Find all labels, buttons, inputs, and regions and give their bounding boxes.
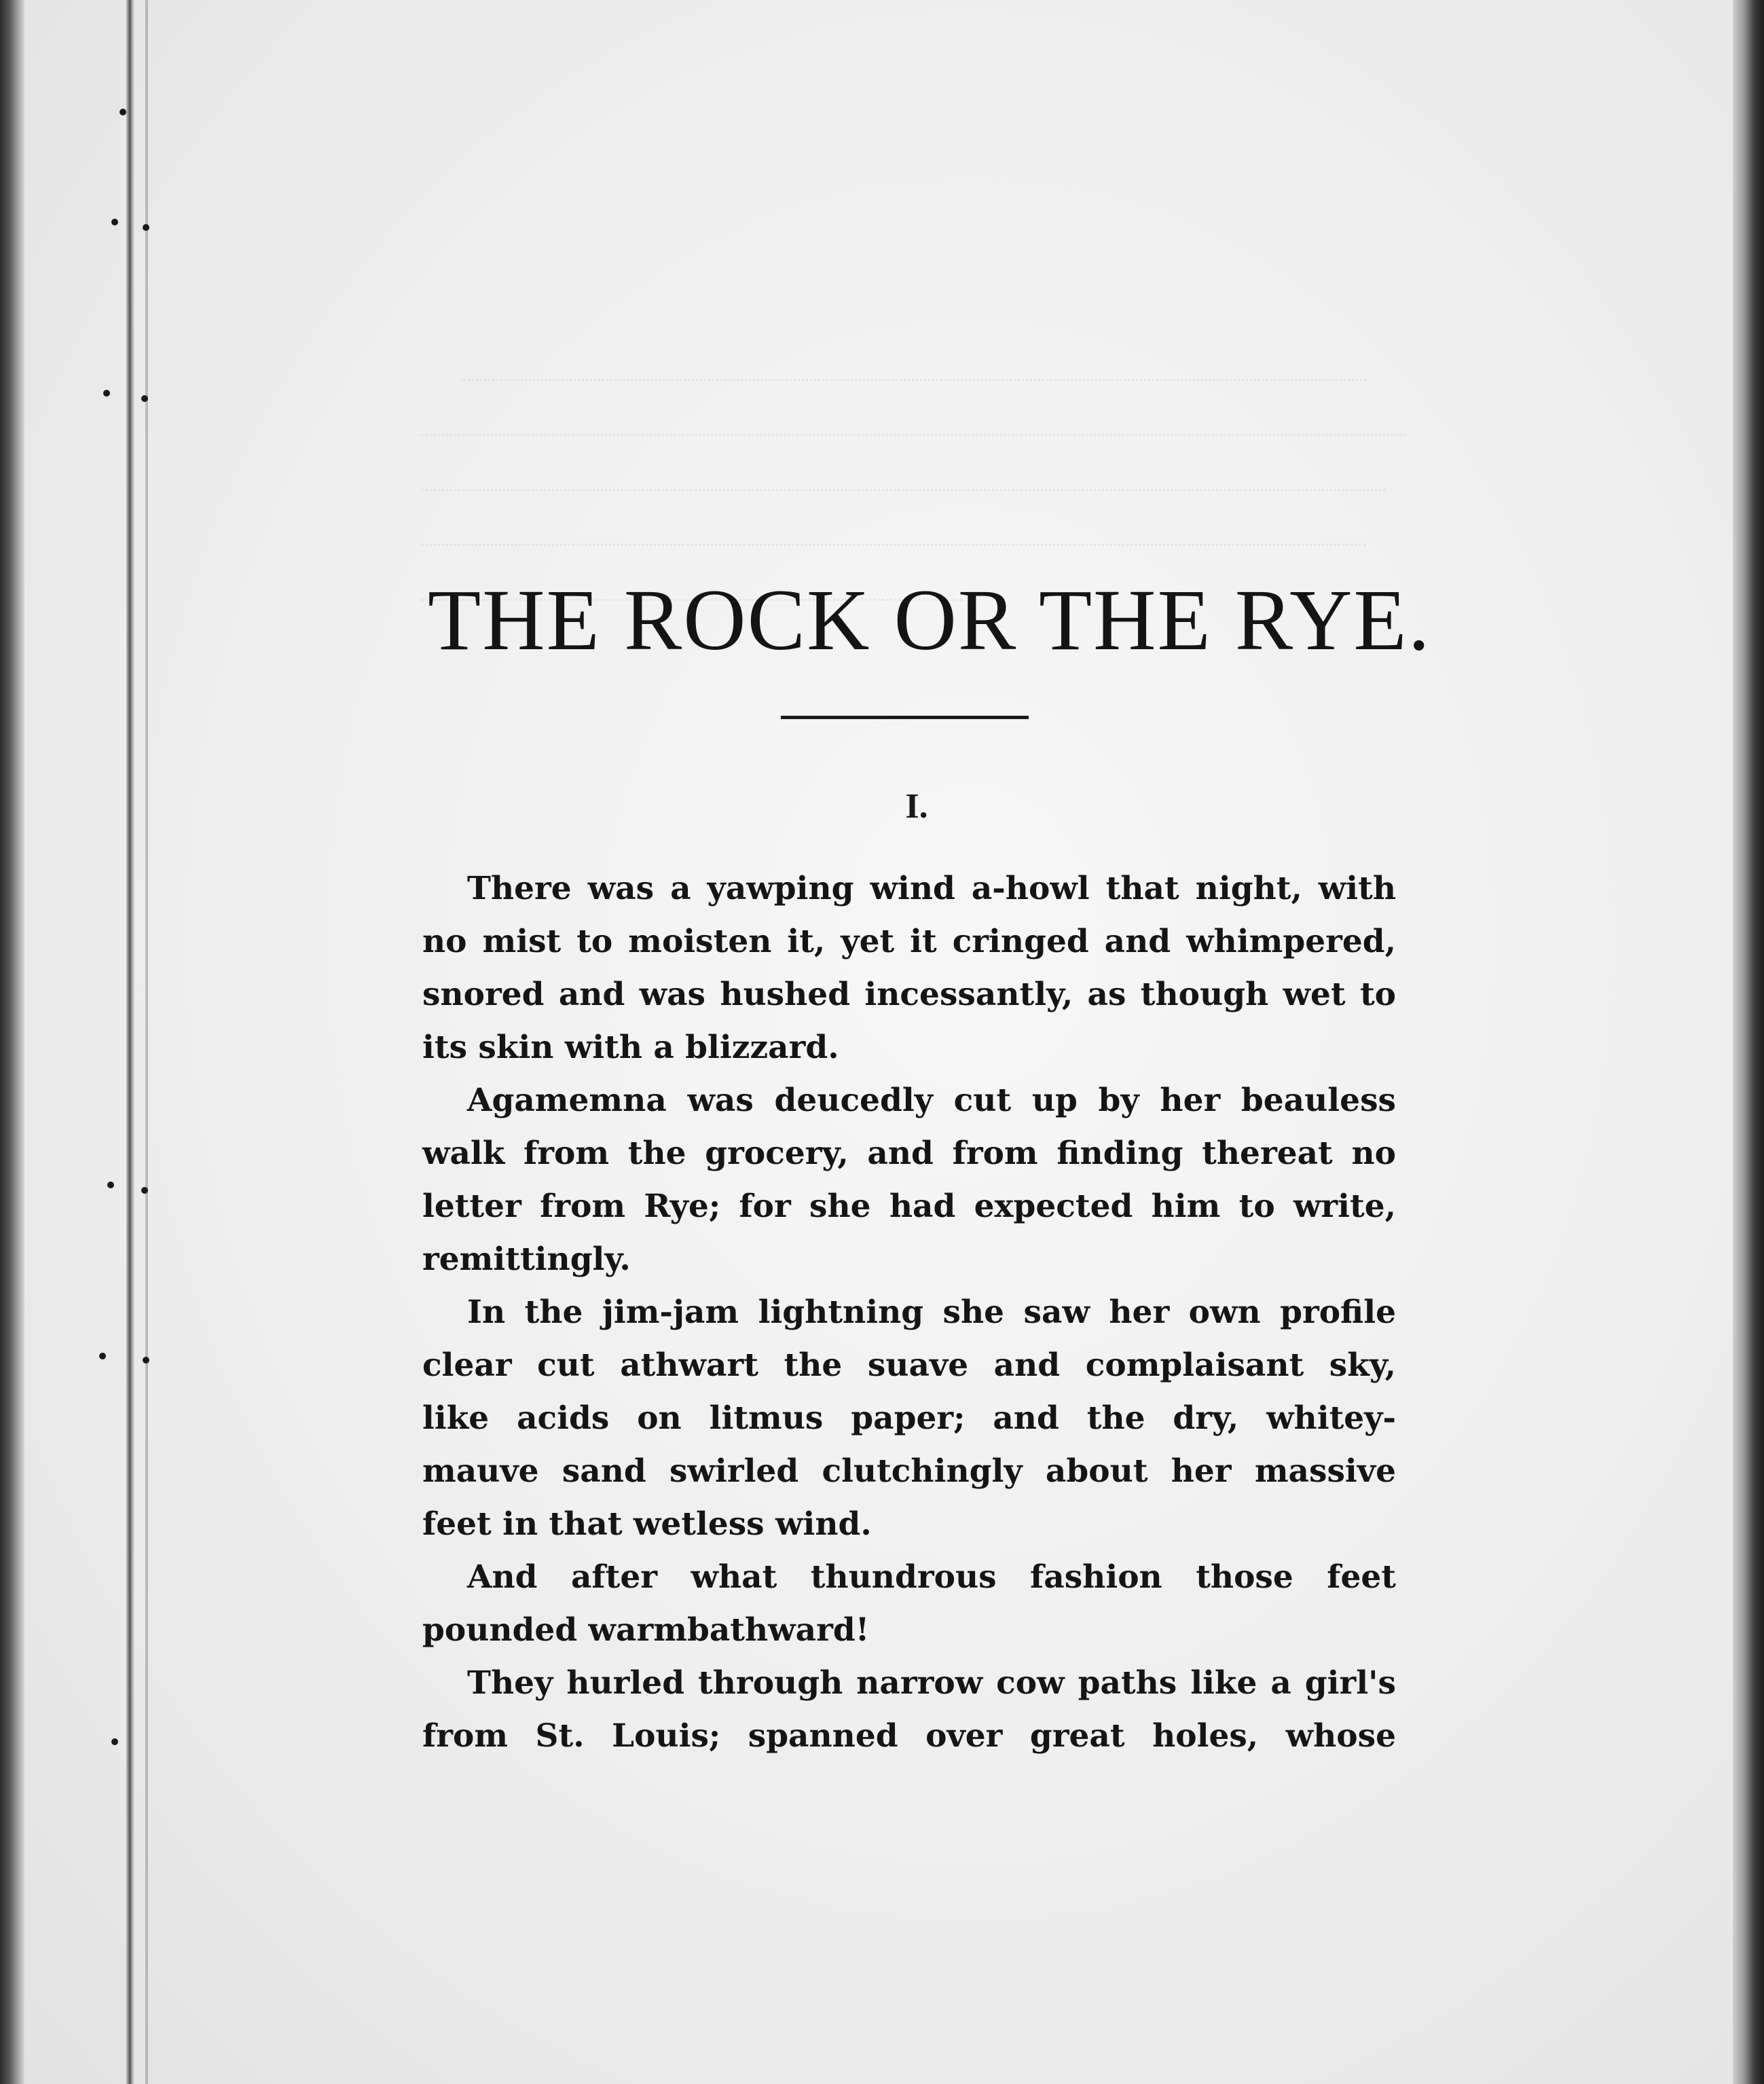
text-line: from St. Louis; spanned over great holes, whose <box>422 1717 1396 1755</box>
paragraph <box>422 862 1396 1074</box>
binding-stitch-mark <box>99 1353 106 1359</box>
text-line: snored and was hushed incessantly, as though wet to <box>422 976 1396 1013</box>
binding-stitch-mark <box>111 219 118 225</box>
text-line: mauve sand swirled clutchingly about her massive <box>422 1452 1396 1490</box>
text-line: There was a yawping wind a-howl that night, with <box>467 870 1396 907</box>
text-line: Agamemna was deucedly cut up by her beauless <box>467 1082 1396 1119</box>
binding-stitch-mark <box>107 1182 114 1188</box>
text-line: And after what thundrous fashion those feet <box>467 1558 1396 1596</box>
text-line: In the jim-jam lightning she saw her own profile <box>467 1294 1396 1331</box>
text-line: remittingly. <box>422 1241 631 1278</box>
text-line: pounded warmbathward! <box>422 1611 870 1649</box>
text-line: feet in that wetless wind. <box>422 1505 872 1543</box>
paragraph <box>422 1657 1396 1763</box>
body-text <box>422 862 1396 1763</box>
text-line: its skin with a blizzard. <box>422 1029 839 1066</box>
binding-stitch-mark <box>143 224 149 231</box>
text-line: They hurled through narrow cow paths like a girl's <box>467 1664 1396 1702</box>
binding-stitch-mark <box>141 395 148 402</box>
binding-stitch-mark <box>143 1357 149 1364</box>
binding-stitch-mark <box>111 1738 118 1745</box>
paragraph <box>422 1551 1396 1657</box>
page-binding-edge <box>0 0 24 2084</box>
binding-stitch-mark <box>141 1187 148 1194</box>
page-right-edge <box>1733 0 1764 2084</box>
text-line: no mist to moisten it, yet it cringed and whimpered, <box>422 923 1396 960</box>
paragraph <box>422 1074 1396 1286</box>
section-number: I. <box>905 787 928 826</box>
page-title: THE ROCK OR THE RYE. <box>428 572 1431 668</box>
text-line: walk from the grocery, and from finding thereat no <box>422 1135 1396 1172</box>
paragraph <box>422 1286 1396 1551</box>
text-line: like acids on litmus paper; and the dry, whitey- <box>422 1400 1396 1437</box>
binding-stitch-mark <box>120 109 126 115</box>
binding-stitch-mark <box>103 390 110 397</box>
title-rule-divider <box>781 716 1029 719</box>
text-line: letter from Rye; for she had expected him to write, <box>422 1188 1396 1225</box>
binding-thread <box>126 0 134 2084</box>
binding-thread-shadow <box>145 0 148 2084</box>
text-line: clear cut athwart the suave and complaisant sky, <box>422 1347 1396 1384</box>
bleed-through-text <box>421 326 1405 601</box>
